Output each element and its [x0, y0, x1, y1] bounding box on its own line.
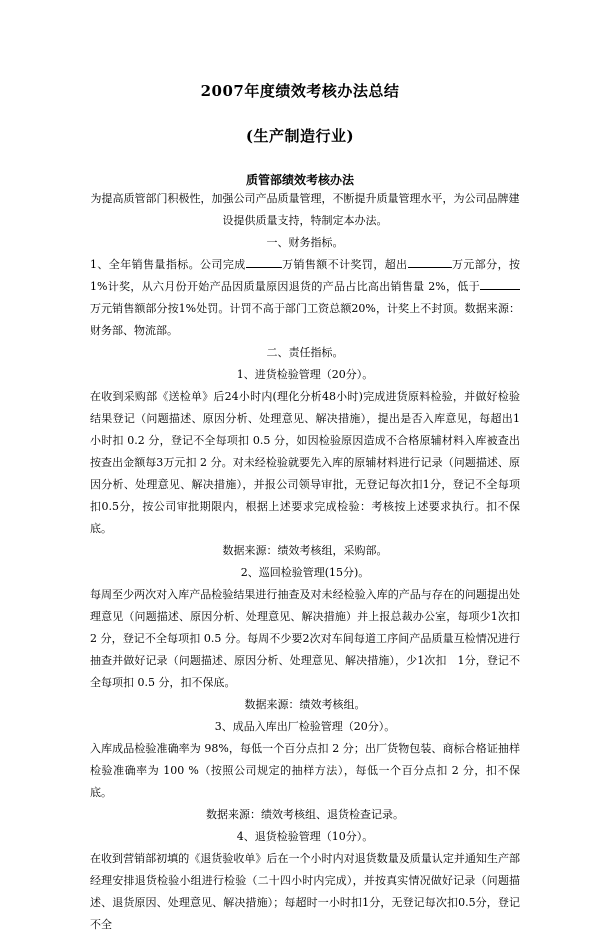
item3-heading: 3、成品入库出厂检验管理（20分）。	[214, 720, 396, 733]
fill-in-blank	[480, 289, 520, 290]
part1-text-b: 万销售额不计奖罚，超出	[281, 258, 408, 271]
item1-heading: 1、进货检验管理（20分）。	[236, 368, 374, 381]
part1-heading: 一、财务指标。	[266, 236, 344, 249]
part2-heading: 二、责任指标。	[266, 346, 344, 359]
item3-paragraph: 入库成品检验准确率为 98%，每低一个百分点扣 2 分；出厂货物包装、商标合格证抽样检验准确率为 100 %（按照公司规定的抽样方法），每低一个百分点扣 2 分，扣不保底。	[90, 742, 520, 799]
item2-paragraph: 每周至少两次对入库产品检验结果进行抽查及对未经检验入库的产品与存在的问题提出处理意见（问题描述、原因分析、处理意见、解决措施）并上报总裁办公室，每项少1次扣 2 分，登记不全每项扣 0.5 分。每周不少要2次对车间每道工序间产品质量互检情况进行抽查并做好记录（问题描述、原因分析、处理意见、解决措施），少1次扣 1分，登记不全每项扣 0.5 分，扣不保底。	[90, 588, 520, 689]
item4-heading: 4、退货检验管理（10分）。	[236, 830, 374, 843]
part1-paragraph	[90, 254, 520, 342]
item1-paragraph: 在收到采购部《送检单》后24小时内(理化分析48小时)完成进货原料检验，并做好检验结果登记（问题描述、原因分析、处理意见、解决措施），提出是否入库意见，每超出1小时扣 0.2 分，登记不全每项扣 0.5 分，如因检验原因造成不合格原辅材料入库被查出按查出金额每3万元扣 2 分。对未经检验就要先入库的原辅材料进行记录（问题描述、原因分析、处理意见、解决措施），并报公司领导审批，无登记每次扣1分，登记不全每项扣0.5分，按公司审批期限内，根据上述要求完成检验：考核按上述要求执行。扣不保底。	[90, 390, 520, 535]
item4-paragraph: 在收到营销部初填的《退货验收单》后在一个小时内对退货数量及质量认定并通知生产部经理安排退货检验小组进行检验（二十四小时内完成），并按真实情况做好记录（问题描述、退货原因、处理意见、解决措施）；每超时一小时扣1分，无登记每次扣0.5分，登记不全	[90, 852, 520, 931]
document-title: 2007年度绩效考核办法总结	[200, 82, 400, 100]
item2-source: 数据来源：绩效考核组。	[244, 698, 366, 711]
item3-source: 数据来源：绩效考核组、退货检查记录。	[206, 808, 404, 821]
item2-heading: 2、巡回检验管理(15分)。	[240, 566, 370, 579]
part1-text-d: 万元销售额部分按1%处罚。计罚不高于部门工资总额20%，计奖上不封顶。数据来源：财务部、物流部。	[90, 302, 520, 337]
intro-paragraph: 为提高质管部门积极性，加强公司产品质量管理，不断提升质量管理水平，为公司品牌建设提供质量支持，特制定本办法。	[90, 192, 520, 227]
document-subtitle: (生产制造行业)	[245, 127, 355, 145]
fill-in-blank	[408, 267, 452, 268]
fill-in-blank	[246, 267, 282, 268]
item1-source: 数据来源：绩效考核组，采购部。	[222, 544, 388, 557]
part1-text-a: 1、全年销售量指标。公司完成	[90, 258, 246, 271]
part1-text-c: 万元部分，按1%计奖，从六月份开始产品因质量原因退货的产品占比高出销售量 2%，低于	[90, 258, 520, 293]
section-title: 质管部绩效考核办法	[245, 173, 354, 187]
document-body	[90, 188, 520, 936]
